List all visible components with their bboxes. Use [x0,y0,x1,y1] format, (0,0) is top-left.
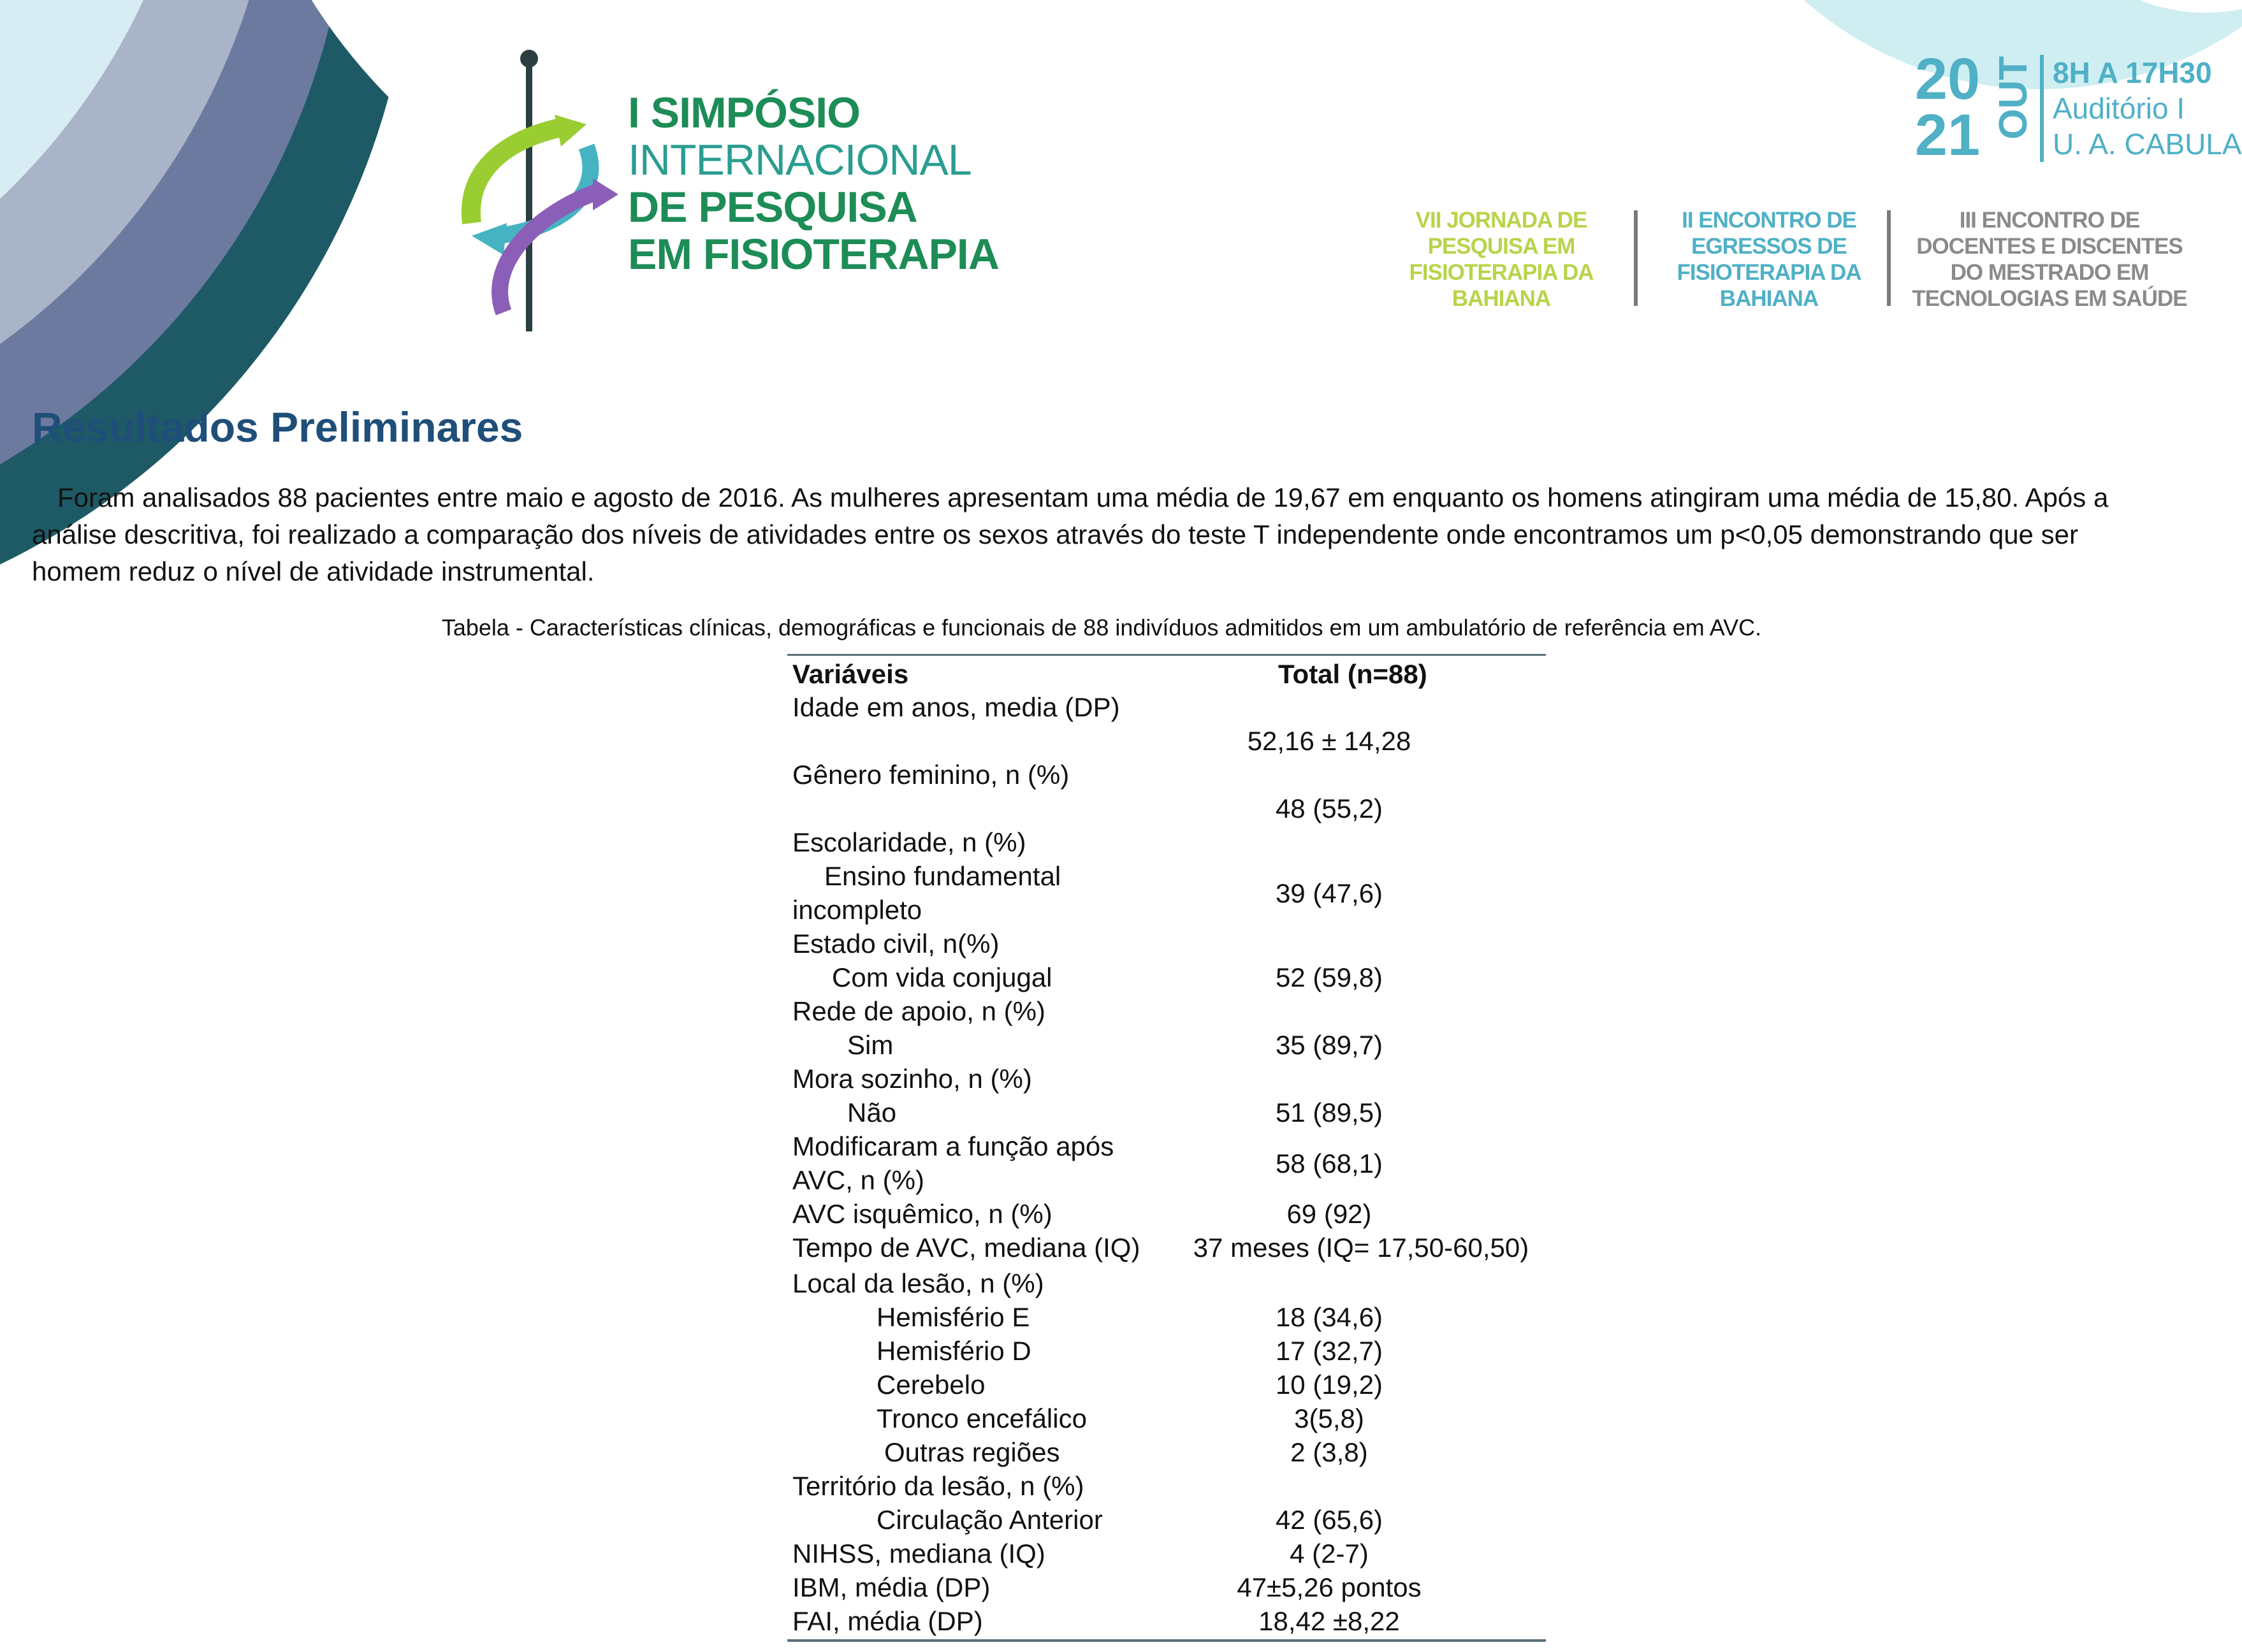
date-days [1906,47,1989,168]
event-egressos [1664,207,1874,312]
row-label: Sim [847,1030,894,1060]
row-value: 17 (32,7) [1275,1336,1383,1366]
date-location: U. A. CABULA [2053,127,2242,161]
section-title: Resultados Preliminares [32,403,523,451]
table-top-rule [787,654,1546,656]
row-value: 47±5,26 pontos [1237,1572,1422,1602]
row-label: IBM, média (DP) [792,1572,991,1602]
row-label: Hemisfério E [877,1302,1030,1332]
row-value: 52 (59,8) [1275,962,1383,992]
logo-line: EM FISIOTERAPIA [628,230,999,279]
row-label: FAI, média (DP) [792,1606,983,1636]
table-caption: Tabela - Características clínicas, demográficas e funcionais de 88 indivíduos admitidos em um ambulatório de referência em AVC. [441,614,1762,641]
table-bottom-rule [787,1639,1546,1642]
row-label: Idade em anos, media (DP) [792,692,1120,722]
event-jornada [1396,207,1606,312]
row-label: Rede de apoio, n (%) [792,996,1045,1026]
date-venue: Auditório I [2053,92,2185,125]
logo-line: I SIMPÓSIO [628,89,861,137]
date-time: 8H A 17H30 [2053,56,2212,89]
row-label: Outras regiões [884,1437,1060,1467]
event-line: BAHIANA [1719,286,1819,311]
header-banner [0,0,2242,386]
header-variables: Variáveis [792,659,909,689]
date-info [2040,55,2242,162]
row-label: Tronco encefálico [877,1403,1087,1433]
row-label: Tempo de AVC, mediana (IQ) [792,1233,1140,1263]
row-label: Não [847,1098,897,1127]
event-line: III ENCONTRO DE [1959,208,2140,233]
row-label: Hemisfério D [877,1336,1031,1366]
row-label: NIHSS, mediana (IQ) [792,1539,1045,1569]
row-value: 52,16 ± 14,28 [1247,726,1411,756]
row-value: 35 (89,7) [1275,1030,1383,1060]
header-total: Total (n=88) [1278,659,1427,689]
divider [1887,210,1891,306]
row-value: 39 (47,6) [1275,878,1383,908]
event-line: FISIOTERAPIA DA [1409,260,1594,285]
date-day: 20 [1914,47,1981,112]
row-value: 58 (68,1) [1275,1148,1383,1178]
logo-line: INTERNACIONAL [628,136,972,184]
row-label: Cerebelo [877,1370,986,1400]
decorative-background [0,0,2203,386]
event-line: VII JORNADA DE [1415,208,1587,233]
event-line: BAHIANA [1452,286,1551,311]
row-label: AVC isquêmico, n (%) [792,1199,1052,1229]
row-label: Escolaridade, n (%) [792,827,1026,857]
date-day: 21 [1914,103,1981,168]
row-label: Mora sozinho, n (%) [792,1064,1032,1094]
row-value: 4 (2-7) [1290,1539,1369,1569]
row-label: Circulação Anterior [877,1505,1103,1535]
row-label: AVC, n (%) [792,1165,924,1195]
event-line: DO MESTRADO EM [1950,260,2149,285]
row-label: Com vida conjugal [832,962,1052,992]
event-docentes [1909,207,2190,312]
row-label: Ensino fundamental [824,861,1061,891]
event-line: II ENCONTRO DE [1682,208,1856,233]
event-line: EGRESSOS DE [1691,234,1847,259]
event-line: DOCENTES E DISCENTES [1916,234,2183,259]
intro-paragraph: Foram analisados 88 pacientes entre maio e agosto de 2016. As mulheres apresentam uma média de 19,67 em enquanto os homens atingiram uma média de 15,80. Após a análise descritiva, foi realizado a comparação dos níveis de atividades entre os sexos através do teste T independente onde encontramos um p<0,05 demonstrando que ser homem reduz o nível de atividade instrumental. [32,482,2109,586]
row-label: incompleto [792,895,922,925]
row-label: Local da lesão, n (%) [792,1268,1044,1298]
date-month: OUT [1991,56,2035,140]
logo-title [628,89,999,278]
divider [1634,210,1638,306]
event-line: FISIOTERAPIA DA [1677,260,1861,285]
row-label: Território da lesão, n (%) [792,1471,1084,1501]
row-value: 69 (92) [1286,1199,1372,1229]
row-value: 42 (65,6) [1275,1505,1383,1535]
row-value: 48 (55,2) [1275,793,1383,823]
row-label: Gênero feminino, n (%) [792,760,1070,790]
logo-line: DE PESQUISA [628,183,917,231]
symposium-logo-icon [446,45,612,338]
row-value: 2 (3,8) [1290,1437,1368,1467]
row-label: Estado civil, n(%) [792,929,1000,959]
row-value: 51 (89,5) [1275,1098,1383,1127]
event-line: TECNOLOGIAS EM SAÚDE [1912,286,2187,311]
row-value: 3(5,8) [1294,1403,1364,1433]
row-value: 18 (34,6) [1275,1302,1383,1332]
row-value: 18,42 ±8,22 [1258,1606,1400,1636]
row-value: 10 (19,2) [1275,1370,1383,1400]
row-label: Modificaram a função após [792,1131,1114,1161]
row-value: 37 meses (IQ= 17,50-60,50) [1193,1233,1529,1263]
event-line: PESQUISA EM [1427,234,1575,259]
